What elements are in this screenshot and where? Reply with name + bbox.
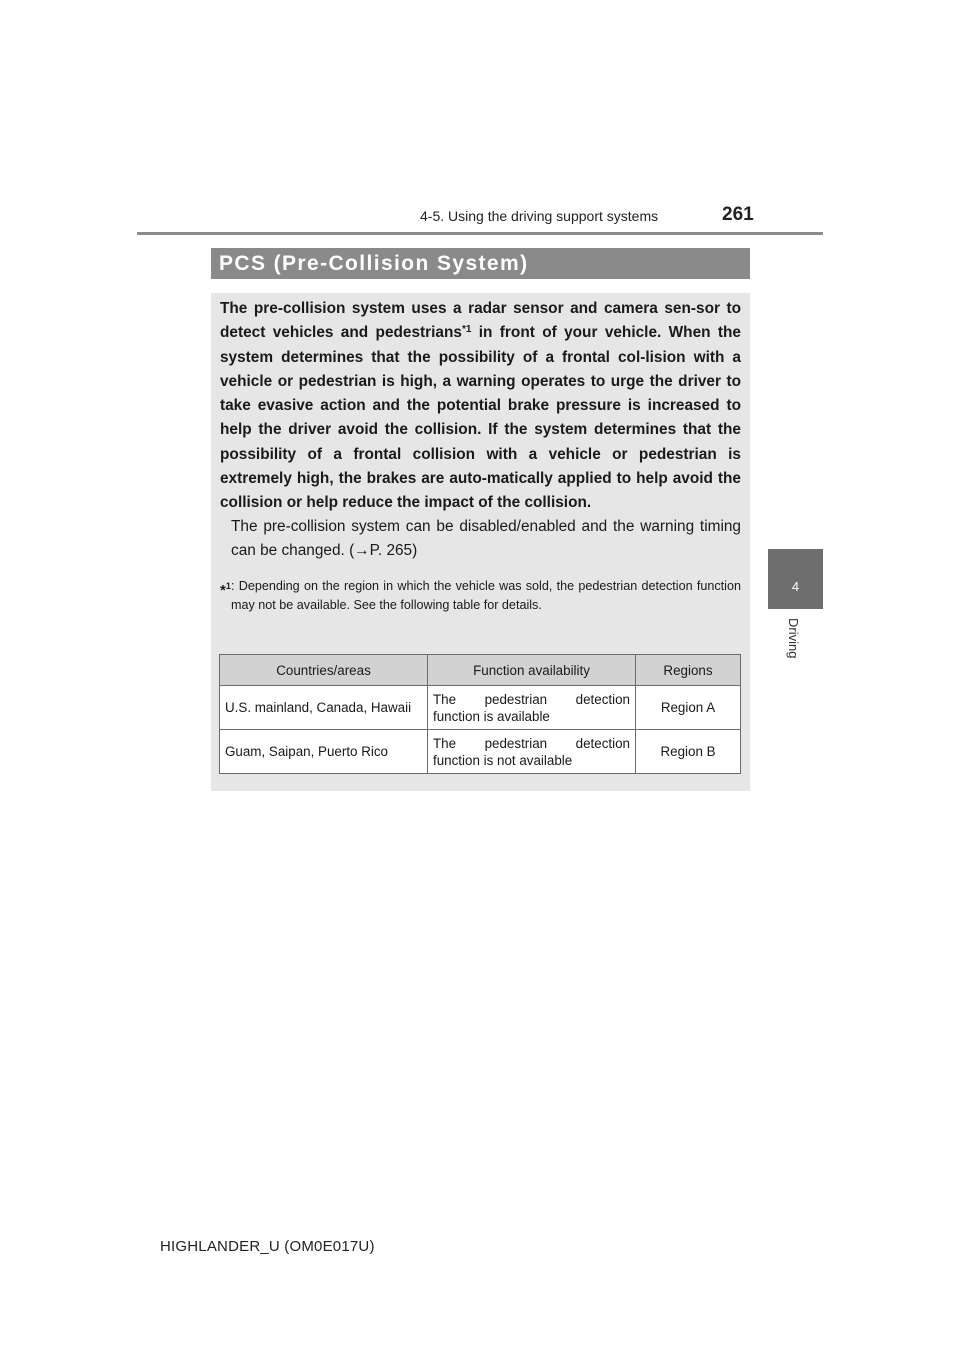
- footnote-number: 1: [225, 581, 231, 591]
- footnote-star: *: [220, 582, 226, 599]
- chapter-tab-number: 4: [791, 579, 800, 594]
- table-cell-availability: The pedestrian detection function is not available: [428, 730, 636, 774]
- note-paragraph: The pre-collision system can be disabled/enabled and the warning timing can be changed. (→P. 265): [231, 518, 741, 559]
- table-header-cell: Regions: [636, 655, 741, 686]
- page-header-section: 4-5. Using the driving support systems: [420, 208, 659, 224]
- footnote: [220, 577, 741, 615]
- footnote-mark: [220, 577, 231, 600]
- page-footer: HIGHLANDER_U (OM0E017U): [160, 1238, 375, 1255]
- footnote-reference: *1: [461, 324, 472, 336]
- section-title: PCS (Pre-Collision System): [211, 248, 750, 279]
- header-divider: [137, 232, 823, 235]
- table-header-cell: Function availability: [428, 655, 636, 686]
- regions-table: [219, 654, 741, 774]
- table-cell-countries: U.S. mainland, Canada, Hawaii: [220, 686, 428, 730]
- intro-part2: in front of your vehicle. When the system determines that the possibility of a frontal col-lision with a vehicle or pedestrian is high, a warning operates to urge the driver to take evasive action and the potential brake pressure is increased to help the driver avoid the collision. If the system determines that the possibility of a frontal collision with a vehicle or pedestrian is extremely high, the brakes are auto-matically applied to help avoid the collision or help reduce the impact of the collision.: [220, 324, 741, 512]
- page-number: 261: [722, 204, 754, 225]
- table-header-row: [220, 655, 741, 686]
- chapter-tab: [768, 549, 823, 609]
- table-cell-region: Region A: [636, 686, 741, 730]
- table-cell-region: Region B: [636, 730, 741, 774]
- table-row: [220, 686, 741, 730]
- table-cell-countries: Guam, Saipan, Puerto Rico: [220, 730, 428, 774]
- chapter-tab-label: Driving: [786, 618, 801, 659]
- footnote-text: : Depending on the region in which the vehicle was sold, the pedestrian detection function may not be available. See the following table for details.: [231, 579, 741, 612]
- intro-part1: The pre-collision system uses a radar sensor and camera sen-sor to detect vehicles and pedestrians: [220, 300, 741, 342]
- table-cell-availability: The pedestrian detection function is available: [428, 686, 636, 730]
- table-row: [220, 730, 741, 774]
- intro-paragraph: [220, 297, 741, 516]
- table-header-cell: Countries/areas: [220, 655, 428, 686]
- content-box: [211, 293, 750, 791]
